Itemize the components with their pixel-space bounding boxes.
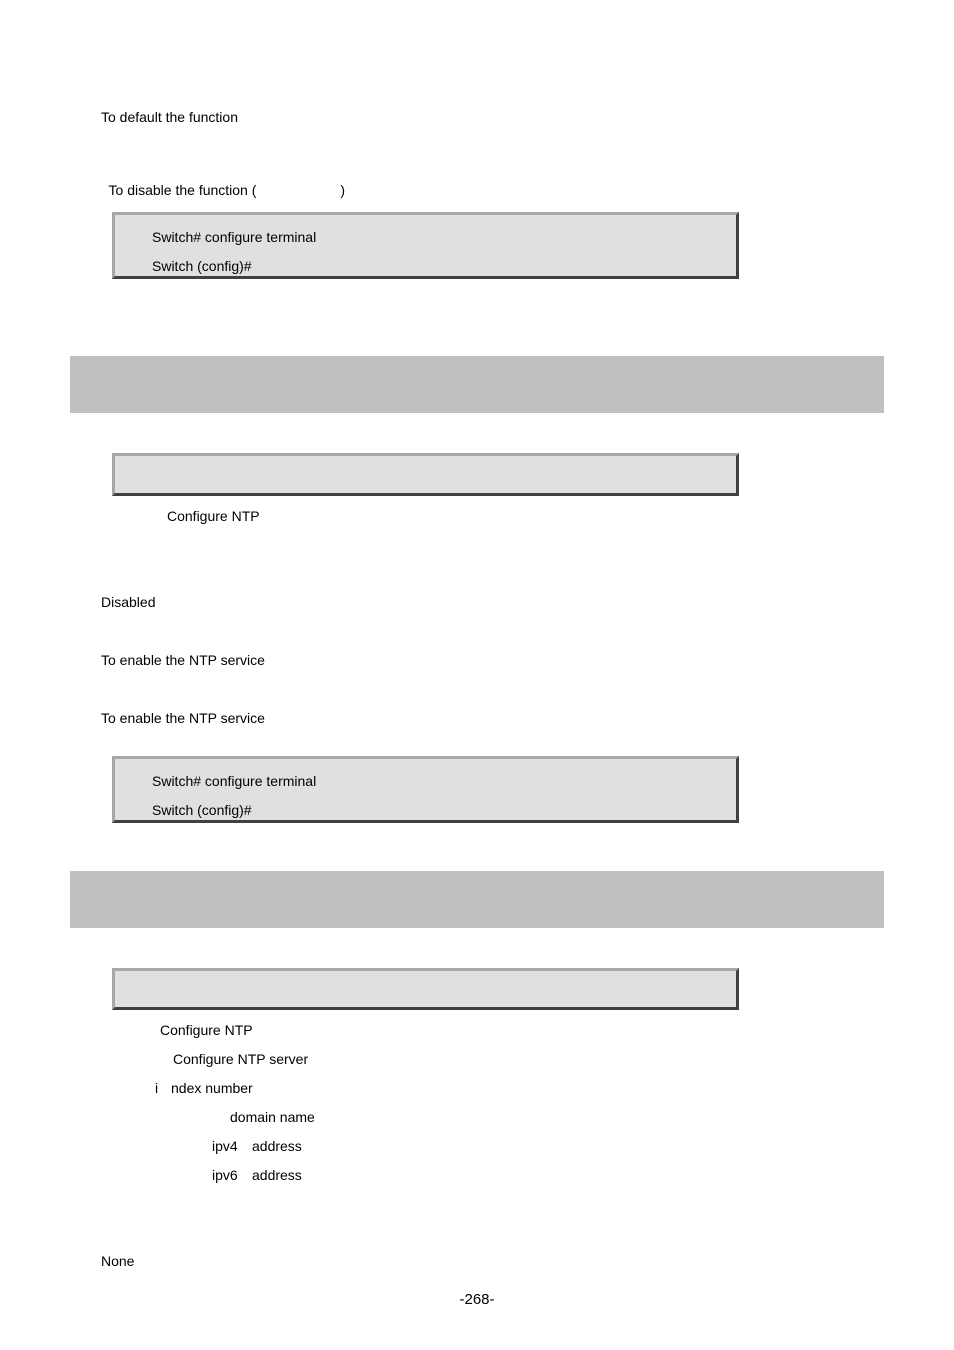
example-description: To enable the NTP service xyxy=(101,710,265,726)
section-header-band xyxy=(70,356,884,413)
code-line: Switch# configure terminal xyxy=(152,229,317,245)
param-configure-ntp-server: Configure NTP server xyxy=(173,1051,309,1067)
param-ipv4-address: address xyxy=(252,1138,302,1154)
disable-description xyxy=(101,166,345,198)
default-value: None xyxy=(101,1253,135,1269)
param-index-number: ndex number xyxy=(171,1080,253,1096)
disable-description-text: To disable the function ( xyxy=(108,182,257,198)
example-code-box-1 xyxy=(112,212,739,279)
code-line: Switch (config)# xyxy=(152,802,252,818)
param-ipv6: ipv6 xyxy=(212,1167,238,1183)
param-ipv4: ipv4 xyxy=(212,1138,238,1154)
code-line: Switch (config)# xyxy=(152,258,252,274)
param-configure-ntp: Configure NTP xyxy=(167,508,260,524)
default-value: Disabled xyxy=(101,594,156,610)
code-line: Switch# configure terminal xyxy=(152,773,317,789)
disable-description-close: ) xyxy=(340,182,346,198)
param-configure-ntp: Configure NTP xyxy=(160,1022,253,1038)
section-header-band xyxy=(70,871,884,928)
param-domain-name: domain name xyxy=(230,1109,315,1125)
default-description: To default the function xyxy=(101,109,238,125)
usage-description: To enable the NTP service xyxy=(101,652,265,668)
example-code-box-2 xyxy=(112,756,739,823)
syntax-box-2 xyxy=(112,968,739,1010)
page-number: -268- xyxy=(459,1291,495,1308)
syntax-box-1 xyxy=(112,453,739,496)
param-index-prefix: i xyxy=(155,1080,159,1096)
param-ipv6-address: address xyxy=(252,1167,302,1183)
